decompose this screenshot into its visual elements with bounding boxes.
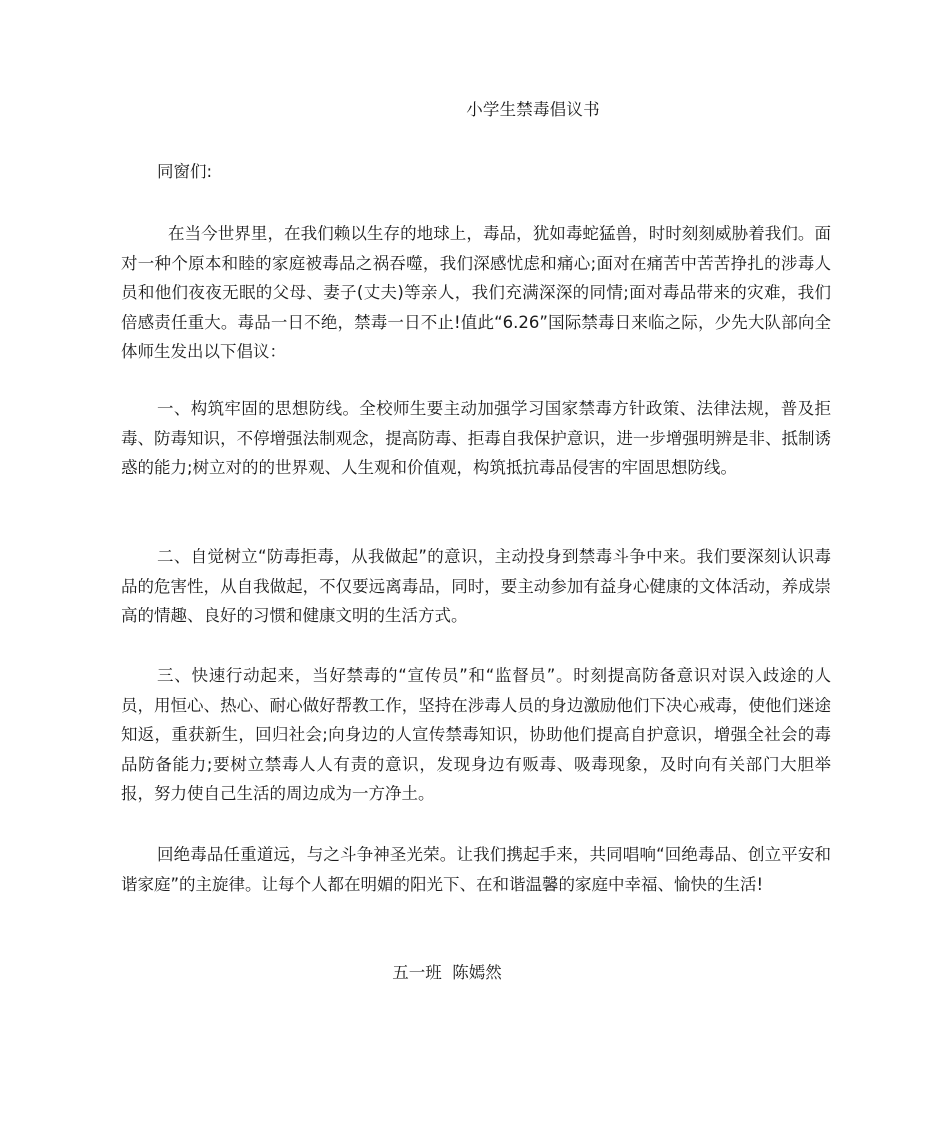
paragraph-proposal-1: 一、构筑牢固的思想防线。全校师生要主动加强学习国家禁毒方针政策、法律法规，普及拒毒、防毒知识，不停增强法制观念，提高防毒、拒毒自我保护意识，进一步增强明辨是非、抵制诱惑的能力;树立对的的世界观、人生观和价值观，构筑抵抗毒品侵害的牢固思想防线。 bbox=[121, 399, 831, 477]
greeting: 同窗们: bbox=[157, 162, 213, 181]
signature: 五一班 陈嫣然 bbox=[392, 963, 502, 982]
paragraph-closing: 回绝毒品任重道远，与之斗争神圣光荣。让我们携起手来，共同唱响“回绝毒品、创立平安和谐家庭”的主旋律。让每个人都在明媚的阳光下、在和谐温馨的家庭中幸福、愉快的生活! bbox=[121, 845, 831, 894]
paragraph-proposal-3: 三、快速行动起来，当好禁毒的“宣传员”和“监督员”。时刻提高防备意识对误入歧途的人员，用恒心、热心、耐心做好帮教工作，坚持在涉毒人员的身边激励他们下决心戒毒，使他们迷途知返，重获新生，回归社会;向身边的人宣传禁毒知识，协助他们提高自护意识，增强全社会的毒品防备能力;要树立禁毒人人有责的意识，发现身边有贩毒、吸毒现象，及时向有关部门大胆举报，努力使自己生活的周边成为一方净土。 bbox=[121, 666, 831, 803]
document-title: 小学生禁毒倡议书 bbox=[466, 100, 600, 119]
paragraph-intro: 在当今世界里，在我们赖以生存的地球上，毒品，犹如毒蛇猛兽，时时刻刻威胁着我们。面对一种个原本和睦的家庭被毒品之祸吞噬，我们深感忧虑和痛心;面对在痛苦中苦苦挣扎的涉毒人员和他们夜夜无眠的父母、妻子(丈夫)等亲人，我们充满深深的同情;面对毒品带来的灾难，我们倍感责任重大。毒品一日不绝，禁毒一日不止!值此“6.26”国际禁毒日来临之际，少先大队部向全体师生发出以下倡议： bbox=[121, 224, 831, 361]
paragraph-proposal-2: 二、自觉树立“防毒拒毒，从我做起”的意识，主动投身到禁毒斗争中来。我们要深刻认识毒品的危害性，从自我做起，不仅要远离毒品，同时，要主动参加有益身心健康的文体活动，养成崇高的情趣、良好的习惯和健康文明的生活方式。 bbox=[121, 547, 831, 625]
